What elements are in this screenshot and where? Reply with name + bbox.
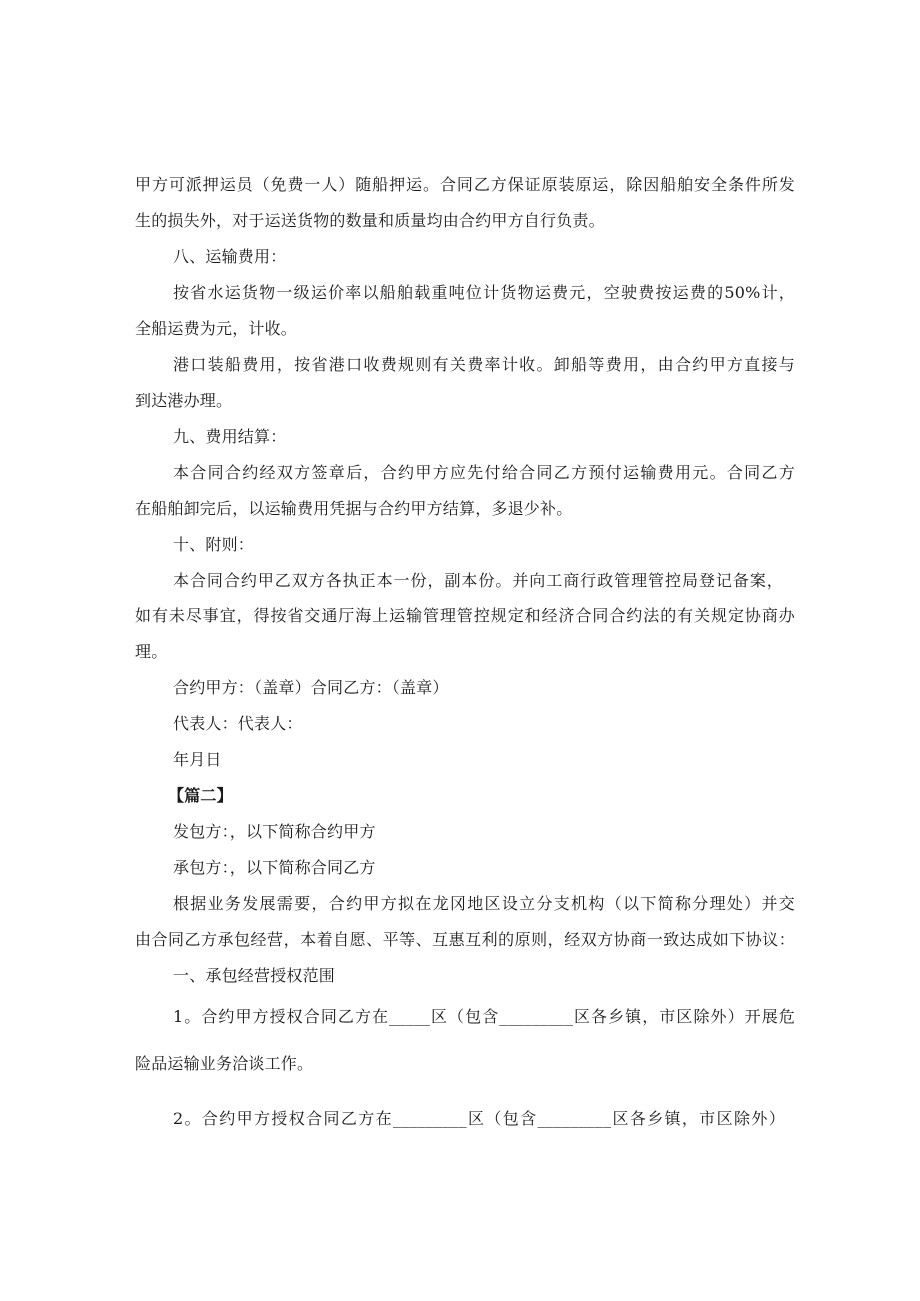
- paragraph-line: 如有未尽事宜，得按省交通厅海上运输管理管控规定和经济合同合约法的有关规定协商办: [135, 606, 795, 625]
- paragraph-line: 本合同合约经双方签章后，合约甲方应先付给合同乙方预付运输费用元。合同乙方: [173, 463, 795, 482]
- paragraph-line: 险品运输业务洽谈工作。: [135, 1054, 314, 1073]
- paragraph-line: 本合同合约甲乙双方各执正本一份，副本份。并向工商行政管理管控局登记备案，: [173, 571, 783, 590]
- section-heading: 九、费用结算：: [173, 427, 287, 446]
- paragraph-line: 到达港办理。: [135, 391, 233, 410]
- paragraph-line: 理。: [135, 642, 168, 661]
- paragraph-line: 由合同乙方承包经营，本着自愿、平等、互惠互利的原则，经双方协商一致达成如下协议：: [135, 930, 795, 949]
- paragraph-line: 甲方可派押运员（免费一人）随船押运。合同乙方保证原装原运，除因船舶安全条件所发: [135, 175, 795, 194]
- paragraph-line: 按省水运货物一级运价率以船舶载重吨位计货物运费元，空驶费按运费的50%计，: [173, 283, 795, 302]
- section-heading: 八、运输费用：: [173, 247, 287, 266]
- party-line: 承包方：，以下简称合同乙方: [173, 858, 376, 877]
- section-title: 【篇二】: [168, 786, 233, 805]
- paragraph-line: 生的损失外，对于运送货物的数量和质量均由合约甲方自行负责。: [135, 211, 605, 230]
- representative-line: 代表人：代表人：: [173, 714, 303, 733]
- party-line: 发包方：，以下简称合约甲方: [173, 822, 376, 841]
- section-heading: 十、附则：: [173, 535, 255, 554]
- date-line: 年月日: [173, 750, 222, 769]
- paragraph-line: 全船运费为元，计收。: [135, 319, 298, 338]
- paragraph-line: 2。合约甲方授权合同乙方在_________区（包含_________区各乡镇，市区除外）: [173, 1109, 785, 1128]
- paragraph-line: 1。合约甲方授权合同乙方在_____区（包含_________区各乡镇，市区除外）开展危: [173, 1007, 795, 1026]
- paragraph-line: 在船舶卸完后，以运输费用凭据与合约甲方结算，多退少补。: [135, 499, 573, 518]
- section-heading: 一、承包经营授权范围: [173, 966, 336, 985]
- signature-line: 合约甲方：（盖章）合同乙方：（盖章）: [173, 678, 449, 697]
- paragraph-line: 港口装船费用，按省港口收费规则有关费率计收。卸船等费用，由合约甲方直接与: [173, 355, 795, 374]
- paragraph-line: 根据业务发展需要，合约甲方拟在龙冈地区设立分支机构（以下简称分理处）并交: [173, 894, 795, 913]
